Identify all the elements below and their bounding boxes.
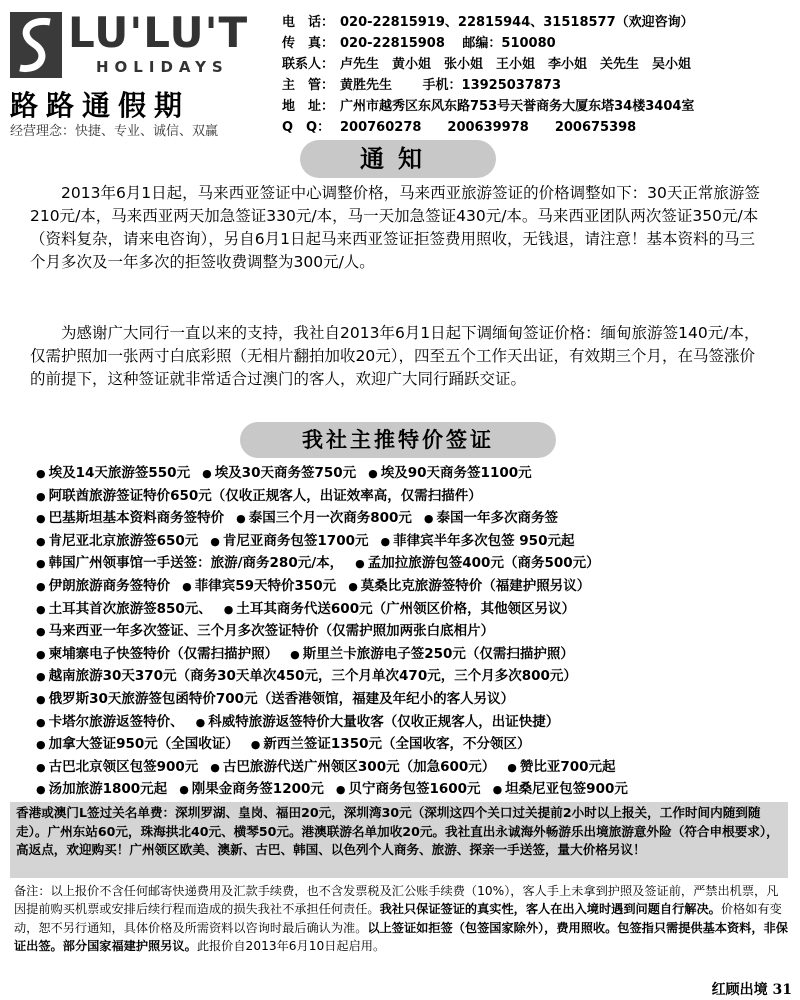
contact-address: 地 址： 广州市越秀区东风东路753号天誉商务大厦东塔34楼3404室 bbox=[282, 99, 695, 114]
visa-row bbox=[36, 711, 792, 734]
hk-macau-fee-box: 香港或澳门L签过关名单费：深圳罗湖、皇岗、福田20元，深圳湾30元（深圳这四个关口过关提前2小时以上报关，工作时间内随到随走）。广州东站60元，珠海拱北40元、横琴50元。港澳联游名单加收20元。我社直出永诚海外畅游乐出境旅游意外险（符合申根要求），高返点，欢迎购买！广州领区欧美、澳新、古巴、韩国、以色列个人商务、旅游、探亲一手送签，量大价格另议！ bbox=[10, 802, 788, 878]
remarks: 备注：以上报价不含任何邮寄快递费用及汇款手续费，也不含发票税及汇公账手续费（10%），客人手上未拿到护照及签证前，严禁出机票，凡因提前购买机票或安排后续行程而造成的损失我社不承担任何责任。我社只保证签证的真实性，客人在出入境时遇到问题自行解决。价格如有变动，恕不另行通知，具体价格及所需资料以咨询时最后确认为准。以上签证如拒签（包签国家除外），费用照收。包签指只需提供基本资料，非保证出签。部分国家福建护照另议。此报价自2013年6月10日起启用。 bbox=[14, 884, 788, 953]
visa-offer-item: ● 新西兰签证1350元（全国收客，不分领区） bbox=[251, 733, 531, 756]
visa-row bbox=[36, 598, 792, 621]
visa-offer-item: ● 莫桑比克旅游签特价（福建护照另议） bbox=[348, 575, 590, 598]
visa-offer-item: ● 俄罗斯30天旅游签包函特价700元（送香港领馆，福建及年纪小的客人另议） bbox=[36, 688, 514, 711]
page-footer: 红顾出境 31 bbox=[711, 982, 792, 998]
visa-offer-item: ● 赞比亚700元起 bbox=[507, 756, 615, 779]
visa-row bbox=[36, 620, 792, 643]
contact-info bbox=[282, 12, 794, 138]
notice-paragraph-myanmar: 为感谢广大同行一直以来的支持，我社自2013年6月1日起下调缅甸签证价格：缅甸旅游签140元/本，仅需护照加一张两寸白底彩照（无相片翻拍加收20元），四至五个工作天出证，有效期三个月，在马签涨价的前提下，这种签证就非常适合过澳门的客人，欢迎广大同行踊跃交证。 bbox=[30, 324, 760, 388]
contact-fax: 传 真： 020-22815908 邮编：510080 bbox=[282, 36, 556, 51]
visa-offer-item: ● 菲律宾半年多次包签 950元起 bbox=[380, 530, 574, 553]
visa-offer-item: ● 伊朗旅游商务签特价 bbox=[36, 575, 170, 598]
visa-offer-item: ● 埃及30天商务签750元 bbox=[202, 462, 356, 485]
visa-row bbox=[36, 575, 792, 598]
visa-offer-item: ● 埃及14天旅游签550元 bbox=[36, 462, 190, 485]
visa-offer-item: ● 土耳其首次旅游签850元、 bbox=[36, 598, 212, 621]
visa-row bbox=[36, 552, 792, 575]
visa-offer-item: ● 肯尼亚北京旅游签650元 bbox=[36, 530, 198, 553]
visa-row bbox=[36, 688, 792, 711]
visa-row bbox=[36, 462, 792, 485]
visa-row bbox=[36, 507, 792, 530]
visa-row bbox=[36, 485, 792, 508]
visa-offer-item: ● 韩国广州领事馆一手送签：旅游/商务280元/本， bbox=[36, 552, 343, 575]
contact-qq: Q Q： 200760278 200639978 200675398 bbox=[282, 120, 637, 135]
business-motto: 经营理念：快捷、专业、诚信、双赢 bbox=[10, 124, 219, 139]
visa-offer-item: ● 肯尼亚商务包签1700元 bbox=[210, 530, 368, 553]
visa-row bbox=[36, 643, 792, 666]
visa-offer-item: ● 阿联酋旅游签证特价650元（仅收正规客人，出证效率高，仅需扫描件） bbox=[36, 485, 482, 508]
visa-section-title: 我社主推特价签证 bbox=[240, 422, 556, 458]
logo-wordmark: LU'LU'T bbox=[68, 8, 249, 57]
logo-s-mark-icon bbox=[10, 12, 62, 78]
company-logo bbox=[8, 6, 270, 139]
visa-offer-item: ● 菲律宾59天特价350元 bbox=[182, 575, 336, 598]
visa-offer-item: ● 柬埔寨电子快签特价（仅需扫描护照） bbox=[36, 643, 278, 666]
visa-offer-item: ● 坦桑尼亚包签900元 bbox=[493, 778, 628, 801]
visa-offer-item: ● 土耳其商务代送600元（广州领区价格，其他领区另议） bbox=[224, 598, 575, 621]
visa-offer-list bbox=[36, 462, 792, 801]
visa-row bbox=[36, 733, 792, 756]
visa-offer-item: ● 加拿大签证950元（全国收证） bbox=[36, 733, 239, 756]
visa-row bbox=[36, 756, 792, 779]
logo-subtitle: HOLIDAYS bbox=[96, 58, 229, 76]
notice-title: 通知 bbox=[300, 140, 496, 178]
visa-offer-item: ● 科威特旅游返签特价大量收客（仅收正规客人，出证快捷） bbox=[196, 711, 560, 734]
visa-offer-item: ● 汤加旅游1800元起 bbox=[36, 778, 167, 801]
visa-offer-item: ● 埃及90天商务签1100元 bbox=[368, 462, 531, 485]
visa-row bbox=[36, 665, 792, 688]
visa-offer-item: ● 古巴北京领区包签900元 bbox=[36, 756, 198, 779]
logo-chinese-name: 路路通假期 bbox=[10, 89, 191, 122]
visa-offer-item: ● 卡塔尔旅游返签特价、 bbox=[36, 711, 184, 734]
notice-paragraph-malaysia: 2013年6月1日起，马来西亚签证中心调整价格，马来西亚旅游签证的价格调整如下：30天正常旅游签210元/本，马来西亚两天加急签证330元/本，马一天加急签证430元/本。马来西亚团队两次签证350元/本（资料复杂，请来电咨询），另自6月1日起马来西亚签证拒签费用照收，无钱退，请注意！基本资料的马三个月多次及一年多次的拒签收费调整为300元/人。 bbox=[30, 184, 760, 271]
visa-offer-item: ● 马来西亚一年多次签证、三个月多次签证特价（仅需护照加两张白底相片） bbox=[36, 620, 494, 643]
visa-offer-item: ● 泰国三个月一次商务800元 bbox=[236, 507, 412, 530]
visa-offer-item: ● 刚果金商务签1200元 bbox=[179, 778, 324, 801]
contact-manager: 主 管： 黄胜先生 手机：13925037873 bbox=[282, 78, 562, 93]
visa-offer-item: ● 巴基斯坦基本资料商务签特价 bbox=[36, 507, 224, 530]
visa-offer-item: ● 斯里兰卡旅游电子签250元（仅需扫描护照） bbox=[290, 643, 574, 666]
contact-phone: 电 话： 020-22815919、22815944、31518577（欢迎咨询） bbox=[282, 15, 694, 30]
visa-row bbox=[36, 530, 792, 553]
visa-offer-item: ● 古巴旅游代送广州领区300元（加急600元） bbox=[210, 756, 495, 779]
contact-persons: 联系人： 卢先生 黄小姐 张小姐 王小姐 李小姐 关先生 吴小姐 bbox=[282, 57, 692, 72]
visa-offer-item: ● 孟加拉旅游包签400元（商务500元） bbox=[355, 552, 599, 575]
visa-offer-item: ● 越南旅游30天370元（商务30天单次450元，三个月单次470元，三个月多次800元） bbox=[36, 665, 577, 688]
visa-offer-item: ● 泰国一年多次商务签 bbox=[424, 507, 558, 530]
visa-offer-item: ● 贝宁商务包签1600元 bbox=[336, 778, 481, 801]
visa-row bbox=[36, 778, 792, 801]
